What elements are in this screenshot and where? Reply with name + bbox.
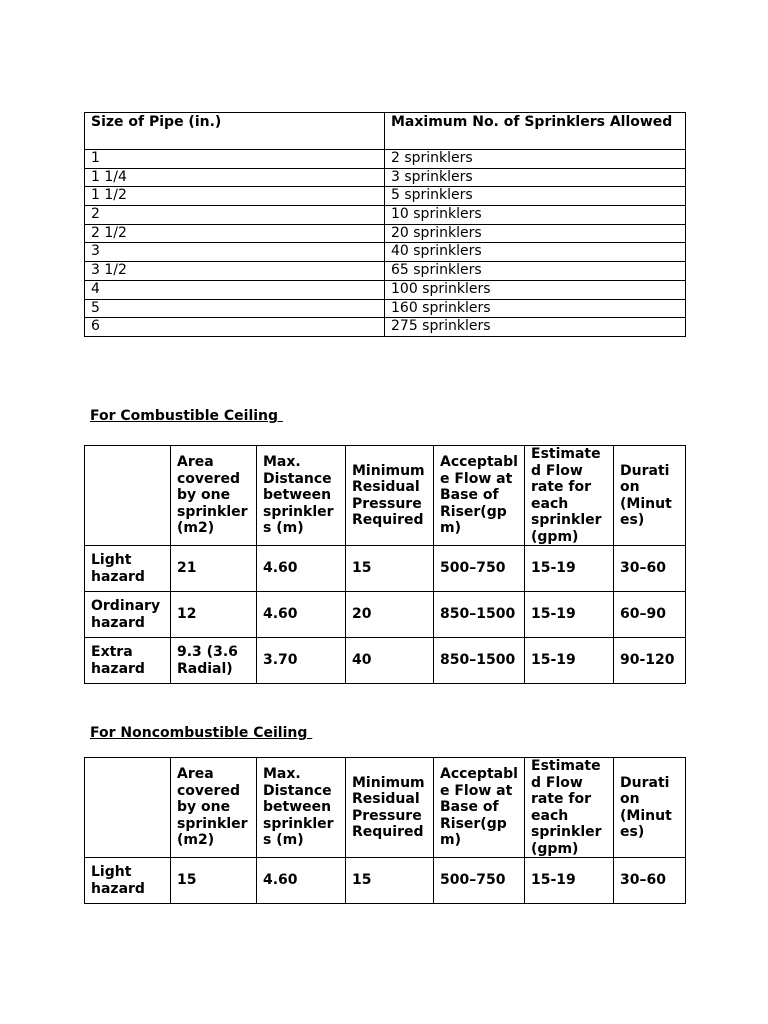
acceptable-flow-cell: 850–1500 (434, 638, 525, 684)
table-header-row (85, 446, 686, 546)
header-estimated-flow: Estimate d Flow rate for each sprinkler (gpm) (525, 446, 614, 546)
pipe-size-cell: 5 (85, 299, 385, 318)
pipe-size-cell: 4 (85, 280, 385, 299)
pressure-cell: 15 (346, 546, 434, 592)
pipe-size-cell: 2 1/2 (85, 224, 385, 243)
sprinkler-count-cell: 100 sprinklers (385, 280, 686, 299)
table-row (85, 592, 686, 638)
table-row (85, 150, 686, 169)
distance-cell: 4.60 (257, 546, 346, 592)
pipe-size-cell: 1 1/4 (85, 168, 385, 187)
acceptable-flow-cell: 500–750 (434, 858, 525, 904)
pipe-size-cell: 2 (85, 206, 385, 225)
duration-cell: 30–60 (614, 858, 686, 904)
hazard-cell: Light hazard (85, 546, 171, 592)
table-row (85, 262, 686, 281)
header-hazard (85, 446, 171, 546)
duration-cell: 60–90 (614, 592, 686, 638)
table-row (85, 280, 686, 299)
sprinkler-count-cell: 5 sprinklers (385, 187, 686, 206)
header-max-sprinklers: Maximum No. of Sprinklers Allowed (385, 113, 686, 150)
table-row (85, 224, 686, 243)
pressure-cell: 20 (346, 592, 434, 638)
sprinkler-count-cell: 65 sprinklers (385, 262, 686, 281)
sprinkler-count-cell: 275 sprinklers (385, 318, 686, 337)
table-row (85, 243, 686, 262)
header-pipe-size: Size of Pipe (in.) (85, 113, 385, 150)
noncombustible-ceiling-title: For Noncombustible Ceiling (90, 725, 313, 741)
noncombustible-ceiling-table (84, 757, 686, 904)
combustible-ceiling-table (84, 445, 686, 684)
table-header-row (85, 113, 686, 150)
estimated-flow-cell: 15-19 (525, 638, 614, 684)
table-row (85, 638, 686, 684)
table-row (85, 546, 686, 592)
estimated-flow-cell: 15-19 (525, 858, 614, 904)
header-area: Area covered by one sprinkler (m2) (171, 446, 257, 546)
table-row (85, 299, 686, 318)
area-cell: 21 (171, 546, 257, 592)
distance-cell: 4.60 (257, 592, 346, 638)
sprinkler-count-cell: 20 sprinklers (385, 224, 686, 243)
estimated-flow-cell: 15-19 (525, 592, 614, 638)
estimated-flow-cell: 15-19 (525, 546, 614, 592)
area-cell: 15 (171, 858, 257, 904)
sprinkler-count-cell: 40 sprinklers (385, 243, 686, 262)
header-min-pressure: Minimum Residual Pressure Required (346, 758, 434, 858)
combustible-ceiling-title: For Combustible Ceiling (90, 408, 283, 424)
sprinkler-count-cell: 160 sprinklers (385, 299, 686, 318)
header-acceptable-flow: Acceptabl e Flow at Base of Riser(gp m) (434, 758, 525, 858)
header-acceptable-flow: Acceptabl e Flow at Base of Riser(gp m) (434, 446, 525, 546)
area-cell: 12 (171, 592, 257, 638)
hazard-cell: Extra hazard (85, 638, 171, 684)
pressure-cell: 40 (346, 638, 434, 684)
acceptable-flow-cell: 500–750 (434, 546, 525, 592)
table-row (85, 168, 686, 187)
pipe-size-table (84, 112, 686, 337)
acceptable-flow-cell: 850–1500 (434, 592, 525, 638)
pipe-size-cell: 3 1/2 (85, 262, 385, 281)
duration-cell: 90-120 (614, 638, 686, 684)
pressure-cell: 15 (346, 858, 434, 904)
header-duration: Durati on (Minut es) (614, 446, 686, 546)
header-area: Area covered by one sprinkler (m2) (171, 758, 257, 858)
header-max-distance: Max. Distance between sprinkler s (m) (257, 758, 346, 858)
header-max-distance: Max. Distance between sprinkler s (m) (257, 446, 346, 546)
hazard-cell: Ordinary hazard (85, 592, 171, 638)
pipe-size-cell: 6 (85, 318, 385, 337)
pipe-size-cell: 1 (85, 150, 385, 169)
hazard-cell: Light hazard (85, 858, 171, 904)
pipe-size-cell: 3 (85, 243, 385, 262)
sprinkler-count-cell: 2 sprinklers (385, 150, 686, 169)
table-row (85, 187, 686, 206)
sprinkler-count-cell: 3 sprinklers (385, 168, 686, 187)
duration-cell: 30–60 (614, 546, 686, 592)
table-row (85, 206, 686, 225)
distance-cell: 4.60 (257, 858, 346, 904)
header-min-pressure: Minimum Residual Pressure Required (346, 446, 434, 546)
header-duration: Durati on (Minut es) (614, 758, 686, 858)
table-row (85, 318, 686, 337)
table-header-row (85, 758, 686, 858)
header-hazard (85, 758, 171, 858)
table-row (85, 858, 686, 904)
pipe-size-cell: 1 1/2 (85, 187, 385, 206)
sprinkler-count-cell: 10 sprinklers (385, 206, 686, 225)
area-cell: 9.3 (3.6 Radial) (171, 638, 257, 684)
distance-cell: 3.70 (257, 638, 346, 684)
header-estimated-flow: Estimate d Flow rate for each sprinkler (gpm) (525, 758, 614, 858)
